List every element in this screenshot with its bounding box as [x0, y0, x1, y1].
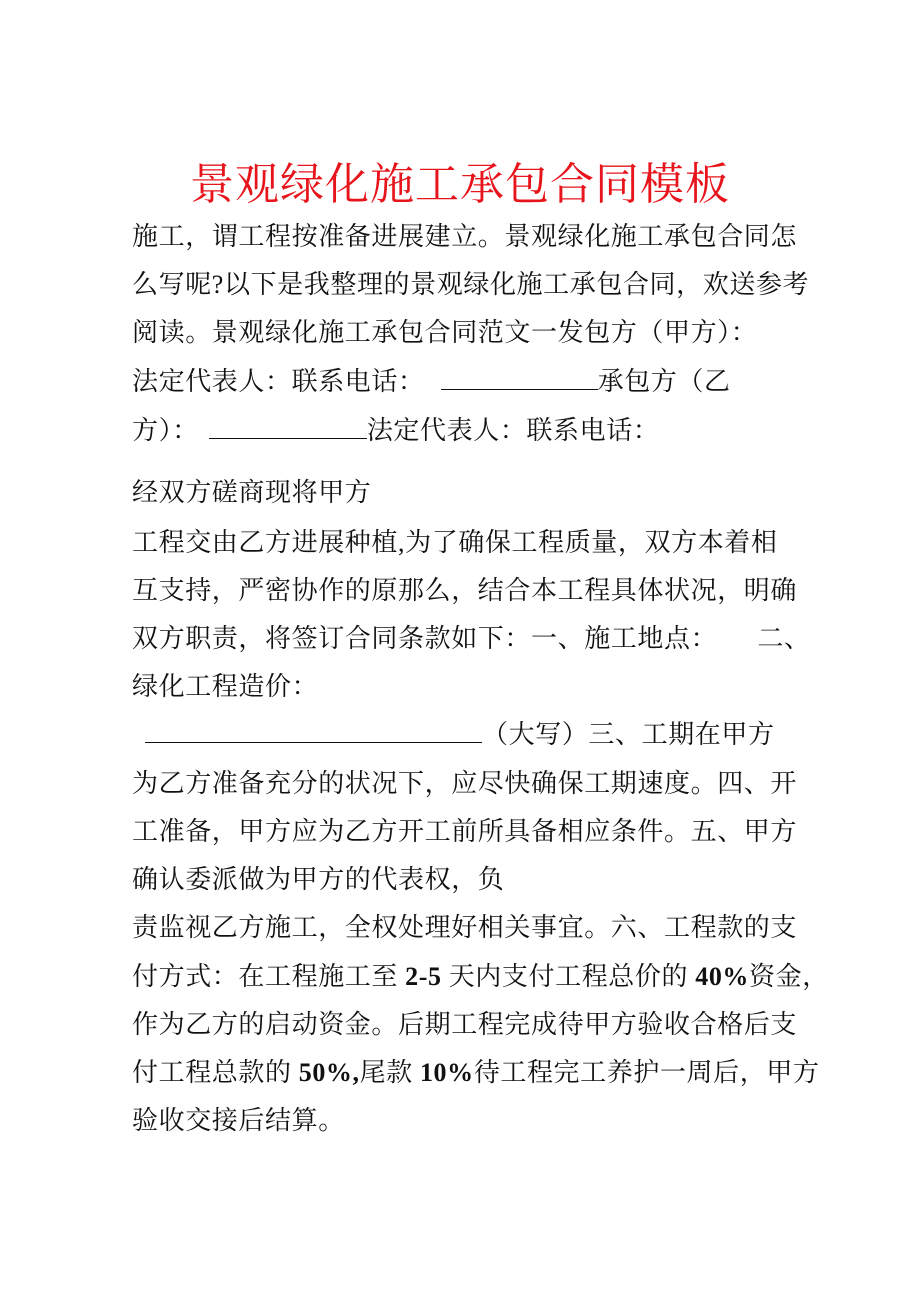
paragraph-line	[132, 366, 731, 398]
bold-number: 10%	[419, 1058, 474, 1087]
paragraph-line	[132, 1057, 820, 1089]
paragraph-line: 确认委派做为甲方的代表权，负	[132, 865, 505, 894]
paragraph-line: 责监视乙方施工，全权处理好相关事宜。六、工程款的支	[132, 913, 798, 942]
bold-number: 2-5	[405, 962, 442, 991]
paragraph-line: 作为乙方的启动资金。后期工程完成待甲方验收合格后支	[132, 1010, 798, 1039]
paragraph-line: 工准备，甲方应为乙方开工前所具备相应条件。五、甲方	[132, 817, 798, 846]
blank-field-phone	[441, 367, 598, 390]
document-title: 景观绿化施工承包合同模板	[190, 160, 730, 209]
paragraph-line: 为乙方准备充分的状况下，应尽快确保工期速度。四、开	[132, 769, 798, 798]
text-segment: 尾款	[359, 1058, 413, 1087]
text-segment: 法定代表人：联系电话：	[132, 367, 425, 396]
paragraph-line: 验收交接后结算。	[132, 1106, 345, 1135]
paragraph-line	[132, 719, 775, 751]
bold-number: 40%	[695, 962, 750, 991]
text-segment: 承包方（乙	[597, 367, 731, 396]
paragraph-line	[132, 415, 659, 447]
paragraph-line: 施工，谓工程按准备进展建立。景观绿化施工承包合同怎	[132, 222, 798, 251]
paragraph-line: 绿化工程造价：	[132, 672, 319, 701]
bold-number: 50%,	[298, 1058, 360, 1087]
paragraph-line: 工程交由乙方进展种植,为了确保工程质量，双方本着相	[132, 528, 778, 557]
paragraph-line: 经双方磋商现将甲方	[132, 478, 372, 507]
text-segment: 法定代表人：联系电话：	[366, 416, 660, 445]
text-segment: 资金，	[749, 962, 829, 991]
paragraph-line: 互支持，严密协作的原那么，结合本工程具体状况，明确	[132, 576, 798, 605]
text-segment: 待工程完工养护一周后，甲方	[473, 1058, 820, 1087]
text-segment: （大写）三、工期在甲方	[482, 720, 775, 749]
paragraph-line: 阅读。景观绿化施工承包合同范文一发包方（甲方）：	[132, 318, 758, 347]
text-segment: 天内支付工程总价的	[448, 962, 689, 991]
blank-field-party-b	[209, 416, 367, 439]
blank-field-price	[145, 720, 482, 743]
text-segment: 付方式：在工程施工至	[132, 962, 399, 991]
text-segment: 付工程总款的	[132, 1058, 292, 1087]
paragraph-line: 么写呢?以下是我整理的景观绿化施工承包合同，欢送参考	[132, 270, 810, 299]
paragraph-line	[132, 961, 829, 993]
paragraph-line: 双方职责，将签订合同条款如下：一、施工地点： 二、	[132, 624, 811, 653]
text-segment: 方）：	[132, 416, 199, 445]
